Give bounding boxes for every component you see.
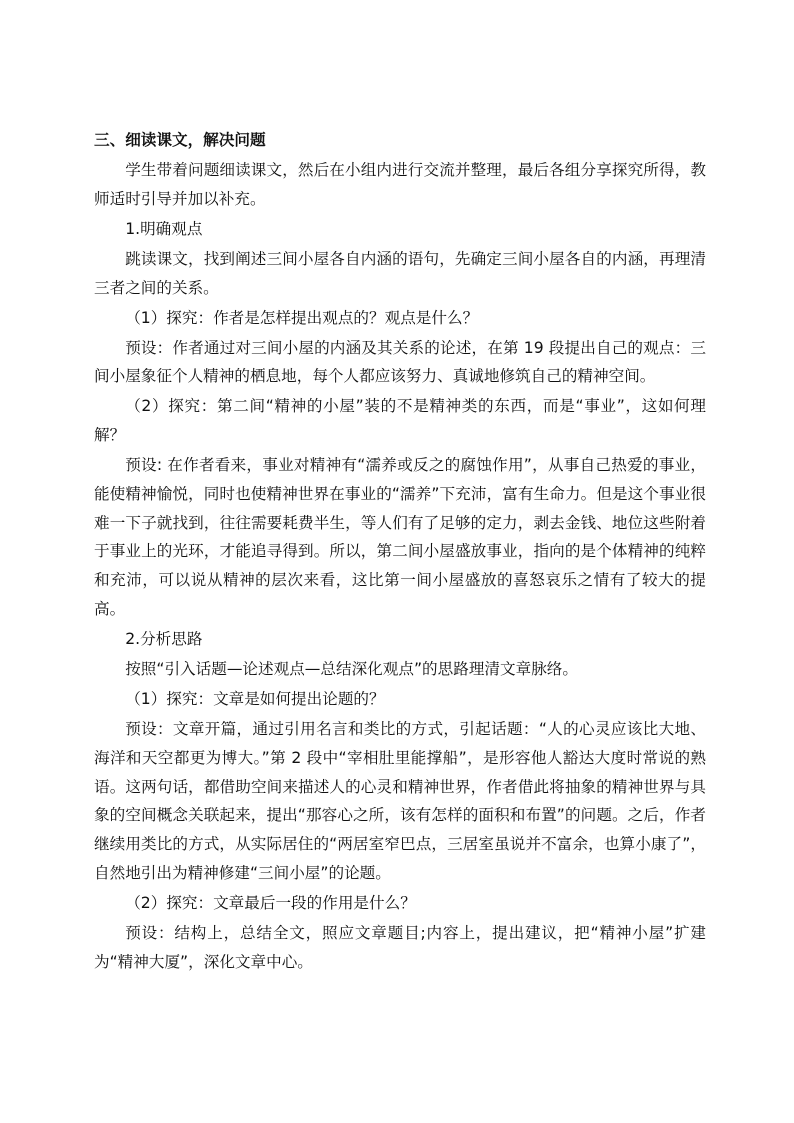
part2-answer-1: 预设：文章开篇，通过引用名言和类比的方式，引起话题：“人的心灵应该比大地、海洋和天空都更为博大。”第 2 段中“宰相肚里能撑船”，是形容他人豁达大度时常说的熟语。这两句话，都借助空间来描述人的心灵和精神世界，作者借此将抽象的精神世界与具象的空间概念关联起来，提出“那容心之所，该有怎样的面积和布置”的问题。之后，作者继续用类比的方式，从实际居住的“两居室窄巴点，三居室虽说并不富余，也算小康了”，自然地引出为精神修建“三间小屋”的论题。 bbox=[94, 720, 706, 882]
document-body bbox=[94, 126, 706, 978]
part1-title: 1.明确观点 bbox=[125, 219, 203, 238]
part2-question-1: （1）探究：文章是如何提出论题的？ bbox=[125, 690, 385, 709]
part2-answer-2: 预设：结构上，总结全文，照应文章题目;内容上，提出建议，把“精神小屋”扩建为“精神大厦”，深化文章中心。 bbox=[94, 923, 706, 971]
section-intro: 学生带着问题细读课文，然后在小组内进行交流并整理，最后各组分享探究所得，教师适时引导并加以补充。 bbox=[94, 160, 706, 208]
part1-answer-1: 预设：作者通过对三间小屋的内涵及其关系的论述，在第 19 段提出自己的观点：三间小屋象征个人精神的栖息地，每个人都应该努力、真诚地修筑自己的精神空间。 bbox=[94, 338, 706, 386]
part2-description: 按照“引入话题—论述观点—总结深化观点”的思路理清文章脉络。 bbox=[125, 660, 578, 679]
part2-question-2: （2）探究：文章最后一段的作用是什么？ bbox=[125, 893, 416, 912]
part1-question-1: （1）探究：作者是怎样提出观点的？观点是什么？ bbox=[125, 308, 479, 327]
section-heading: 三、细读课文，解决问题 bbox=[94, 131, 266, 149]
part2-title: 2.分析思路 bbox=[125, 630, 203, 649]
part1-description: 跳读课文，找到阐述三间小屋各自内涵的语句，先确定三间小屋各自的内涵，再理清三者之间的关系。 bbox=[94, 249, 706, 297]
part1-answer-2: 预设: 在作者看来，事业对精神有“濡养或反之的腐蚀作用”，从事自己热爱的事业，能使精神愉悦，同时也使精神世界在事业的“濡养”下充沛，富有生命力。但是这个事业很难一下子就找到，往往需要耗费半生，等人们有了足够的定力，剥去金钱、地位这些附着于事业上的光环，才能追寻得到。所以，第二间小屋盛放事业，指向的是个体精神的纯粹和充沛，可以说从精神的层次来看，这比第一间小屋盛放的喜怒哀乐之情有了较大的提高。 bbox=[94, 456, 706, 619]
part1-question-2: （2）探究：第二间“精神的小屋”装的不是精神类的东西，而是“事业”，这如何理解？ bbox=[94, 397, 706, 445]
